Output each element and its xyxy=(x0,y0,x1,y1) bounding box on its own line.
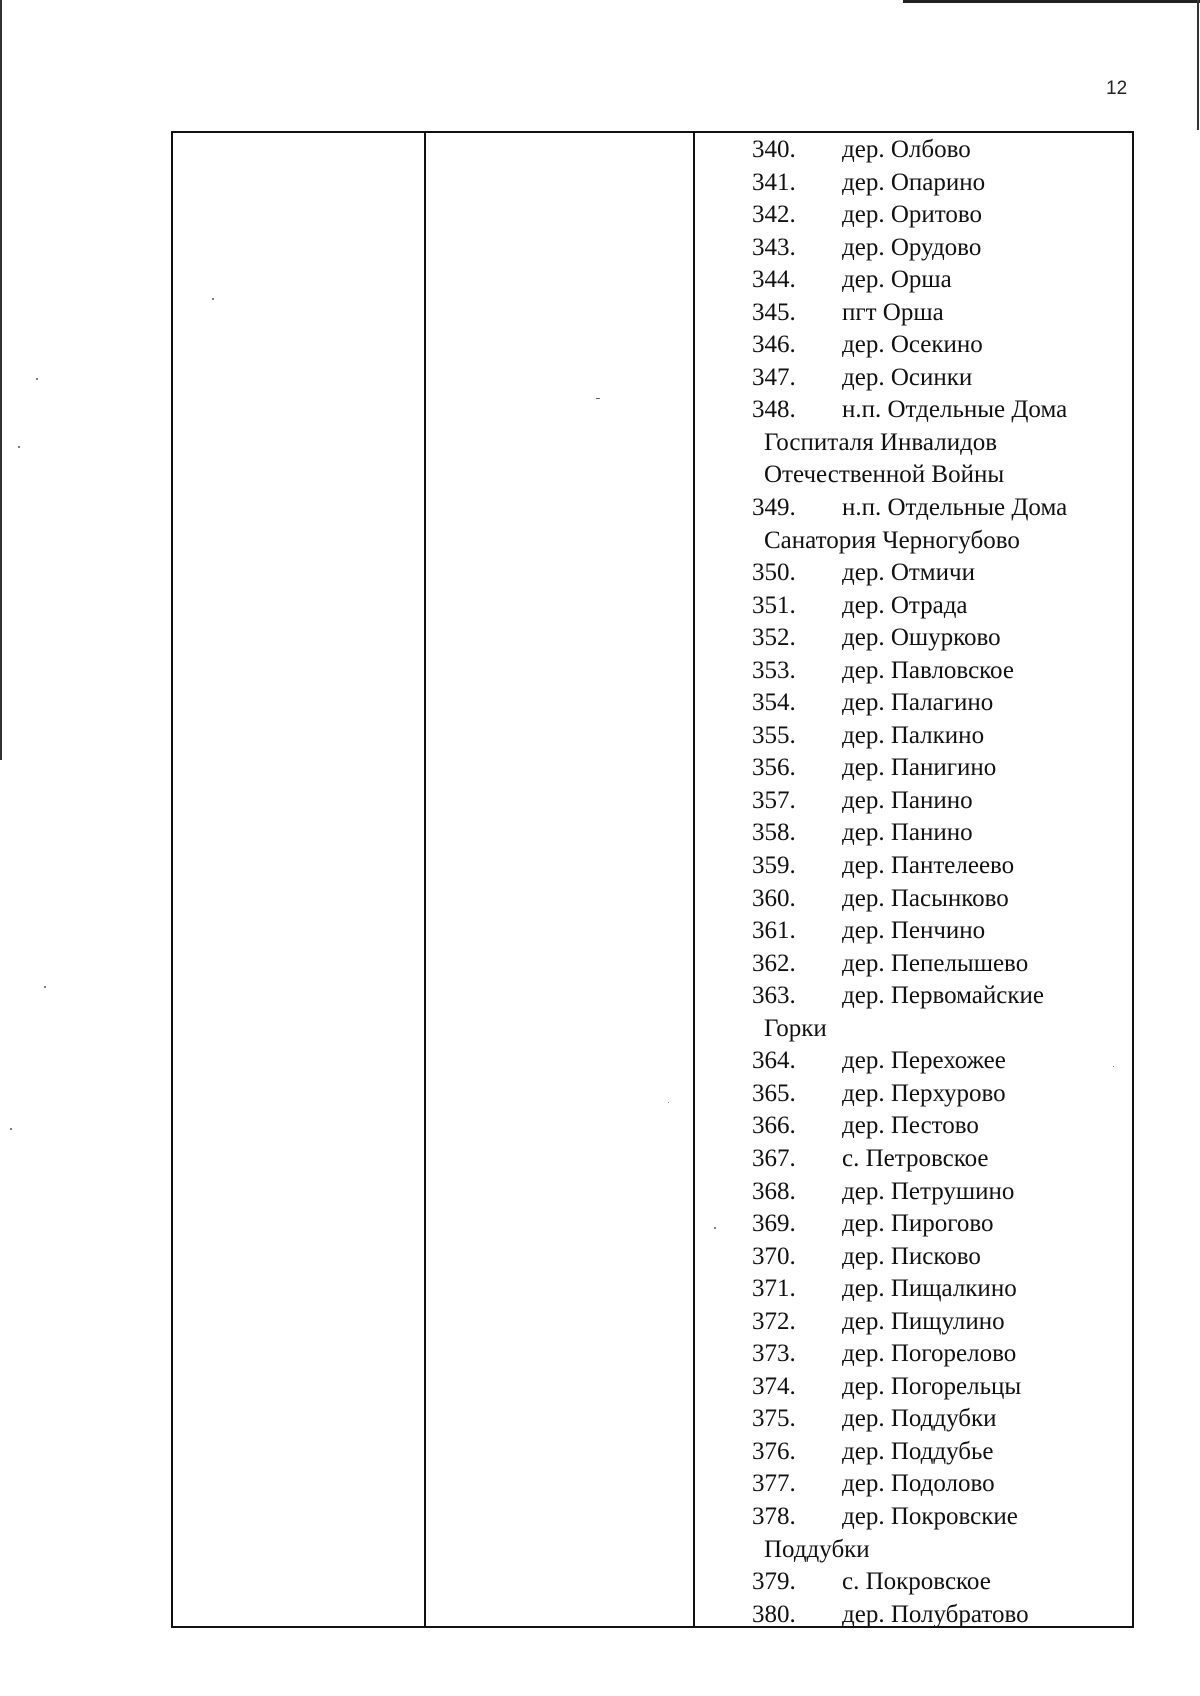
list-item xyxy=(700,1045,1130,1078)
scan-speck xyxy=(596,398,600,399)
list-item-name: дер. Пантелеево xyxy=(842,852,1015,880)
list-item-number: 380. xyxy=(752,1600,796,1628)
list-item xyxy=(700,1599,1130,1632)
list-item-number: 363. xyxy=(752,982,796,1010)
list-item-number: 358. xyxy=(752,819,796,847)
list-item-number: 340. xyxy=(752,136,796,163)
list-item-number: 343. xyxy=(752,233,796,261)
list-item-continuation: Госпиталя Инвалидов xyxy=(764,428,998,456)
list-item-name: дер. Палагино xyxy=(842,689,994,717)
list-item xyxy=(700,1078,1130,1111)
list-item xyxy=(700,1273,1130,1306)
list-item xyxy=(700,1436,1130,1469)
list-item-number: 368. xyxy=(752,1177,796,1205)
list-item xyxy=(700,1371,1130,1404)
scan-edge-right xyxy=(1197,0,1199,130)
list-item-name: н.п. Отдельные Дома xyxy=(842,494,1068,522)
list-item-number: 364. xyxy=(752,1047,796,1075)
list-item-name: дер. Осекино xyxy=(842,331,983,359)
list-item xyxy=(700,232,1130,265)
list-item xyxy=(700,167,1130,200)
list-item-number: 362. xyxy=(752,949,796,977)
list-item xyxy=(700,1176,1130,1209)
list-item-name: дер. Панигино xyxy=(842,754,997,782)
list-item xyxy=(700,329,1130,362)
scan-edge-left xyxy=(0,0,2,760)
list-item-number: 345. xyxy=(752,298,796,326)
scan-speck xyxy=(36,378,38,380)
list-item-number: 374. xyxy=(752,1372,796,1400)
list-item xyxy=(700,850,1130,883)
list-item xyxy=(700,525,1130,558)
list-item xyxy=(700,459,1130,492)
list-item xyxy=(700,1013,1130,1046)
list-item xyxy=(700,948,1130,981)
list-item-name: дер. Панино xyxy=(842,819,973,847)
list-item-name: дер. Полубратово xyxy=(842,1600,1029,1628)
list-item xyxy=(700,297,1130,330)
list-item-name: дер. Погорелово xyxy=(842,1340,1017,1368)
list-item xyxy=(700,264,1130,297)
list-item xyxy=(700,1534,1130,1567)
list-item-name: с. Покровское xyxy=(842,1568,991,1596)
list-item-number: 346. xyxy=(752,331,796,359)
list-item-number: 369. xyxy=(752,1210,796,1238)
list-item-name: дер. Опарино xyxy=(842,168,986,196)
list-item-name: дер. Петрушино xyxy=(842,1177,1015,1205)
list-item-number: 350. xyxy=(752,559,796,587)
list-item-name: дер. Подолово xyxy=(842,1470,995,1498)
list-item-number: 355. xyxy=(752,721,796,749)
list-item-number: 347. xyxy=(752,363,796,391)
list-item xyxy=(700,557,1130,590)
list-item-name: дер. Палкино xyxy=(842,721,985,749)
list-item-name: дер. Пенчино xyxy=(842,917,986,945)
list-item-number: 367. xyxy=(752,1144,796,1172)
list-item-name: дер. Пищалкино xyxy=(842,1275,1017,1303)
list-item xyxy=(700,1566,1130,1599)
list-item xyxy=(700,980,1130,1013)
list-item xyxy=(700,915,1130,948)
table-column-divider-2 xyxy=(693,131,695,1628)
list-item-number: 342. xyxy=(752,201,796,229)
list-item-number: 372. xyxy=(752,1307,796,1335)
list-item-name: с. Петровское xyxy=(842,1144,989,1172)
list-item-name: дер. Поддубки xyxy=(842,1405,997,1433)
list-item-name: дер. Первомайские xyxy=(842,982,1044,1010)
list-item-number: 378. xyxy=(752,1502,796,1530)
page-number: 12 xyxy=(1106,78,1128,99)
list-item-name: дер. Осинки xyxy=(842,363,973,391)
list-item xyxy=(700,134,1130,167)
list-item xyxy=(700,590,1130,623)
list-item-number: 348. xyxy=(752,396,796,424)
list-item-name: дер. Писково xyxy=(842,1242,981,1270)
list-item-name: дер. Отмичи xyxy=(842,559,975,587)
settlement-list xyxy=(700,134,1130,1631)
list-item-name: дер. Панино xyxy=(842,786,973,814)
list-item-number: 379. xyxy=(752,1568,796,1596)
list-item-name: пгт Орша xyxy=(842,298,944,326)
list-item-number: 360. xyxy=(752,884,796,912)
list-item-name: дер. Орудово xyxy=(842,233,982,261)
list-item xyxy=(700,1208,1130,1241)
list-item-number: 353. xyxy=(752,656,796,684)
list-item-number: 377. xyxy=(752,1470,796,1498)
list-item xyxy=(700,817,1130,850)
scan-speck xyxy=(18,446,20,448)
list-item xyxy=(700,1403,1130,1436)
list-item xyxy=(700,1306,1130,1339)
list-item xyxy=(700,427,1130,460)
list-item xyxy=(700,362,1130,395)
list-item xyxy=(700,1501,1130,1534)
list-item-number: 349. xyxy=(752,494,796,522)
list-item-number: 351. xyxy=(752,591,796,619)
list-item-name: дер. Поддубье xyxy=(842,1437,994,1465)
scan-edge-top xyxy=(903,0,1200,3)
list-item xyxy=(700,785,1130,818)
list-item xyxy=(700,622,1130,655)
list-item-name: дер. Перехожее xyxy=(842,1047,1006,1075)
scan-speck xyxy=(212,298,214,300)
list-item-number: 371. xyxy=(752,1275,796,1303)
list-item-name: дер. Пирогово xyxy=(842,1210,994,1238)
list-item-number: 356. xyxy=(752,754,796,782)
scan-speck xyxy=(10,1128,12,1130)
list-item-name: дер. Пасынково xyxy=(842,884,1009,912)
list-item-name: дер. Отрада xyxy=(842,591,968,619)
scan-speck xyxy=(44,986,46,988)
list-item-number: 376. xyxy=(752,1437,796,1465)
list-item-name: дер. Орша xyxy=(842,266,952,294)
list-item xyxy=(700,687,1130,720)
list-item-number: 344. xyxy=(752,266,796,294)
list-item xyxy=(700,1241,1130,1274)
list-item-number: 365. xyxy=(752,1079,796,1107)
list-item-name: дер. Покровские xyxy=(842,1502,1018,1530)
list-item xyxy=(700,655,1130,688)
list-item-name: н.п. Отдельные Дома xyxy=(842,396,1068,424)
list-item-continuation: Поддубки xyxy=(764,1535,870,1563)
scan-speck xyxy=(1113,1066,1114,1067)
list-item-name: дер. Пестово xyxy=(842,1112,979,1140)
list-item-name: дер. Погорельцы xyxy=(842,1372,1022,1400)
list-item-name: дер. Оритово xyxy=(842,201,982,229)
list-item xyxy=(700,752,1130,785)
list-item-name: дер. Олбово xyxy=(842,136,971,163)
list-item xyxy=(700,199,1130,232)
list-item xyxy=(700,492,1130,525)
list-item xyxy=(700,883,1130,916)
list-item-name: дер. Пепелышево xyxy=(842,949,1029,977)
list-item-continuation: Отечественной Войны xyxy=(764,461,1005,489)
list-item-continuation: Санатория Черногубово xyxy=(764,526,1020,554)
list-item-number: 373. xyxy=(752,1340,796,1368)
list-item-number: 370. xyxy=(752,1242,796,1270)
list-item xyxy=(700,1338,1130,1371)
list-item-number: 375. xyxy=(752,1405,796,1433)
list-item-name: дер. Пищулино xyxy=(842,1307,1005,1335)
list-item xyxy=(700,394,1130,427)
table-column-divider-1 xyxy=(424,131,426,1628)
list-item-number: 366. xyxy=(752,1112,796,1140)
list-item xyxy=(700,720,1130,753)
list-item-name: дер. Ошурково xyxy=(842,624,1001,652)
list-item xyxy=(700,1468,1130,1501)
list-item-name: дер. Перхурово xyxy=(842,1079,1006,1107)
scan-speck xyxy=(668,1102,669,1103)
list-item xyxy=(700,1110,1130,1143)
list-item-number: 352. xyxy=(752,624,796,652)
list-item-number: 361. xyxy=(752,917,796,945)
list-item-name: дер. Павловское xyxy=(842,656,1014,684)
list-item-number: 341. xyxy=(752,168,796,196)
list-item-number: 354. xyxy=(752,689,796,717)
list-item-number: 357. xyxy=(752,786,796,814)
list-item xyxy=(700,1143,1130,1176)
list-item-number: 359. xyxy=(752,852,796,880)
scan-speck xyxy=(714,1227,716,1229)
list-item-continuation: Горки xyxy=(764,1014,827,1042)
